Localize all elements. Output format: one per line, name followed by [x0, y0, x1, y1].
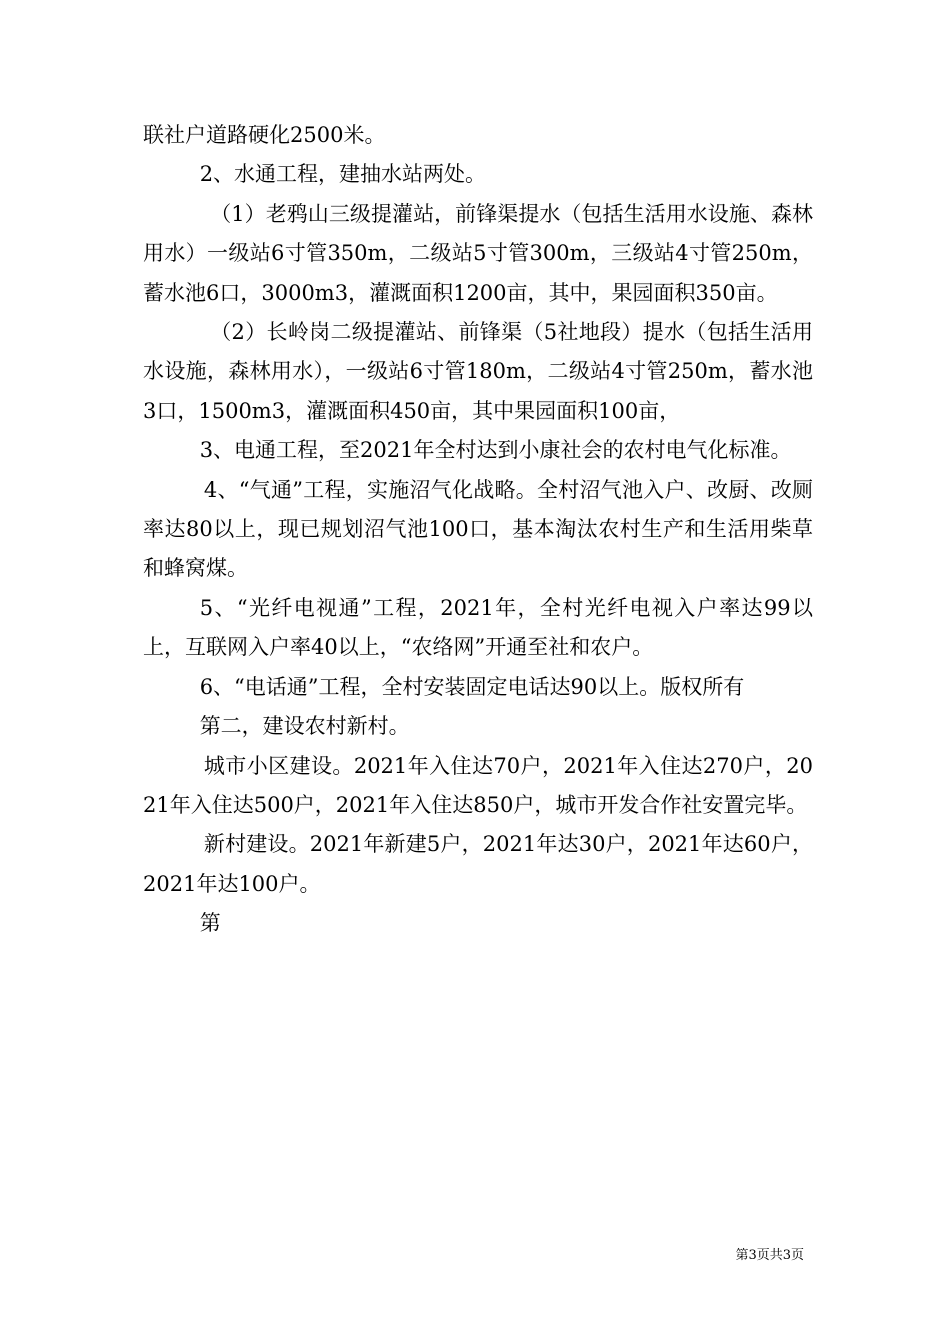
paragraph-road-hardening: 联社户道路硬化2500米。 — [143, 123, 386, 147]
paragraph-section-two-heading: 第二，建设农村新村。 — [199, 714, 410, 739]
paragraph-laoyashan-station: （1）老鸦山三级提灌站，前锋渠提水（包括生活用水设施、森林用水）一级站6寸管350m，二级站5寸管300m，三级站4寸管250m，蓄水池6口，3000m3，灌溉面积1200亩，其中，果园面积350亩。 — [143, 201, 813, 305]
paragraph-new-village: 新村建设。2021年新建5户，2021年达30户，2021年达60户，2021年达100户。 — [143, 832, 813, 896]
document-body — [143, 116, 813, 944]
paragraph-telephone-project: 6、“电话通”工程，全村安装固定电话达90以上。版权所有 — [199, 674, 745, 699]
page-number-footer: 第3页共3页 — [735, 1248, 804, 1263]
paragraph-fiber-tv-project: 5、“光纤电视通”工程，2021年，全村光纤电视入户率达99以上，互联网入户率40以上，“农络网”开通至社和农户。 — [143, 595, 813, 660]
paragraph-urban-community: 城市小区建设。2021年入住达70户，2021年入住达270户，2021年入住达500户，2021年入住达850户，城市开发合作社安置完毕。 — [143, 753, 813, 817]
paragraph-water-project: 2、水通工程，建抽水站两处。 — [199, 162, 487, 187]
paragraph-electricity-project: 3、电通工程，至2021年全村达到小康社会的农村电气化标准。 — [199, 438, 792, 463]
paragraph-changlinggang-station: （2）长岭岗二级提灌站、前锋渠（5社地段）提水（包括生活用水设施，森林用水），一级站6寸管180m，二级站4寸管250m，蓄水池3口，1500m3，灌溉面积450亩，其中果园面积100亩， — [143, 320, 813, 423]
paragraph-gas-project: 4、“气通”工程，实施沼气化战略。全村沼气池入户、改厨、改厕率达80以上，现已规划沼气池100口，基本淘汰农村生产和生活用柴草和蜂窝煤。 — [143, 477, 813, 581]
paragraph-trailing-fragment: 第 — [199, 911, 221, 936]
